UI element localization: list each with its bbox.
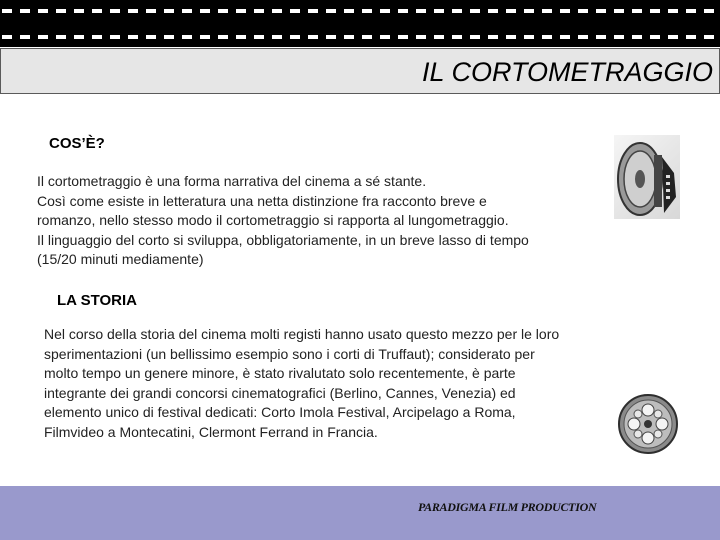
text-line: Filmvideo a Montecatini, Clermont Ferrand in Francia. [44, 423, 378, 440]
text-line: (15/20 minuti mediamente) [37, 251, 204, 267]
section-heading-la-storia: LA STORIA [57, 292, 138, 309]
title-bar [0, 48, 720, 94]
text-line: Il cortometraggio è una forma narrativa del cinema a sé stante. [37, 173, 427, 189]
filmstrip-banner [0, 0, 720, 47]
text-line: romanzo, nello stesso modo il cortometraggio si rapporta al lungometraggio. [37, 212, 509, 228]
filmstrip-perforations-top [2, 9, 718, 13]
film-reel-icon [617, 393, 679, 455]
film-reel-canister-icon [614, 135, 680, 219]
footer-brand: PARADIGMA FILM PRODUCTION [418, 500, 597, 514]
section-heading-cos-e: COS’È? [49, 135, 105, 152]
text-line: sperimentazioni (un bellissimo esempio sono i corti di Truffaut); considerato per [44, 345, 535, 362]
text-line: integrante dei grandi concorsi cinematografici (Berlino, Cannes, Venezia) ed [44, 384, 516, 401]
text-line: Il linguaggio del corto si sviluppa, obbligatoriamente, in un breve lasso di tempo [37, 231, 529, 248]
text-line: elemento unico di festival dedicati: Corto Imola Festival, Arcipelago a Roma, [44, 404, 516, 420]
section-text-la-storia [44, 325, 559, 442]
text-line: molto tempo un genere minore, è stato rivalutato solo recentemente, è parte [44, 365, 516, 381]
footer-bar [0, 486, 720, 540]
text-line: Nel corso della storia del cinema molti registi hanno usato questo mezzo per le loro [44, 326, 560, 342]
section-text-cos-e [37, 172, 529, 270]
filmstrip-perforations-bottom [2, 35, 718, 39]
page-title: IL CORTOMETRAGGIO [421, 57, 713, 87]
text-line: Così come esiste in letteratura una netta distinzione fra racconto breve e [37, 192, 487, 209]
